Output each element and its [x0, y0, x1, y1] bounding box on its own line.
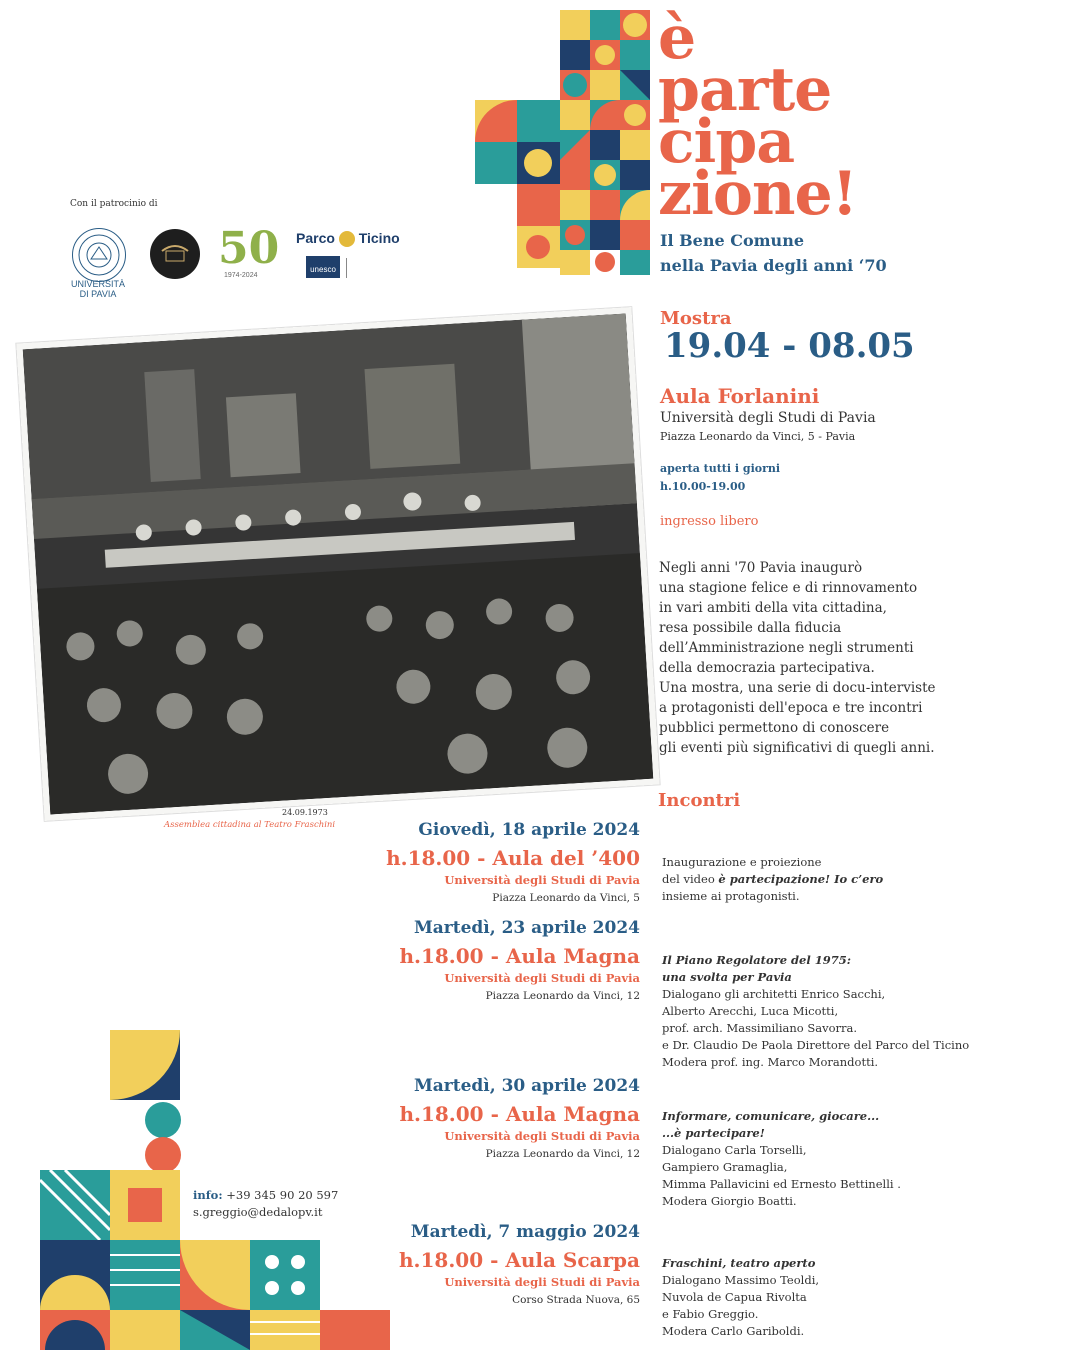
exhibition-hours-2: h.10.00-19.00	[660, 480, 746, 493]
mosaic-bottom-icon	[35, 1030, 395, 1350]
teatro-fraschini-icon	[150, 229, 200, 279]
exhibition-address: Piazza Leonardo da Vinci, 5 - Pavia	[660, 430, 856, 443]
event-4-date: Martedì, 7 maggio 2024	[410, 1222, 640, 1242]
event-4-description: Fraschini, teatro aperto Dialogano Massimo Teoldi, Nuvola de Capua Rivolta e Fabio Greggio. Modera Carlo Gariboldi.	[662, 1256, 820, 1338]
event-2-date: Martedì, 23 aprile 2024	[413, 918, 640, 938]
subtitle-line-1: Il Bene Comune	[660, 231, 804, 250]
event-3-time: h.18.00 - Aula Magna	[399, 1102, 640, 1126]
event-2-address: Piazza Leonardo da Vinci, 12	[485, 990, 640, 1002]
fifty-years-icon: 50 1974-2024	[218, 223, 280, 279]
parco-ticino-icon	[339, 231, 355, 247]
event-1-venue: Università degli Studi di Pavia	[444, 873, 640, 887]
exhibition-venue: Aula Forlanini	[660, 384, 820, 408]
unesco-mab-icon	[346, 258, 399, 278]
contact-phone[interactable]: +39 345 90 20 597	[226, 1188, 339, 1202]
exhibition-dates: 19.04 - 08.05	[664, 326, 915, 366]
event-1-description: Inaugurazione e proiezione del video è partecipazione! Io c’ero insieme ai protagonisti.	[662, 855, 884, 903]
title-line-2: parte	[658, 55, 832, 125]
exhibition-hours-1: aperta tutti i giorni	[660, 462, 781, 475]
event-3-venue: Università degli Studi di Pavia	[444, 1129, 640, 1143]
event-2-description: Il Piano Regolatore del 1975: una svolta per Pavia Dialogano gli architetti Enrico Sacchi, Alberto Arecchi, Luca Micotti, prof. arch. Massimiliano Savorra. e Dr. Claudio De Paola Direttore del Parco del Ticino Modera prof. ing. Marco Morandotti.	[662, 953, 970, 1069]
title-line-3: cipa	[658, 107, 795, 177]
event-2-time: h.18.00 - Aula Magna	[399, 944, 640, 968]
mosaic-top-left-icon	[475, 100, 560, 275]
university-seal-icon	[72, 228, 126, 282]
university-logo-text: UNIVERSITÀ DI PAVIA	[70, 279, 125, 299]
title-line-1: è	[658, 3, 696, 73]
event-3-address: Piazza Leonardo da Vinci, 12	[485, 1148, 640, 1160]
event-1-date: Giovedì, 18 aprile 2024	[418, 820, 640, 840]
event-4-time: h.18.00 - Aula Scarpa	[399, 1248, 640, 1272]
event-4-address: Corso Strada Nuova, 65	[512, 1294, 640, 1306]
event-1-time: h.18.00 - Aula del ’400	[386, 846, 640, 870]
unesco-logo: unesco	[306, 256, 340, 278]
mosaic-top-icon	[560, 10, 655, 275]
photo-caption: Assemblea cittadina al Teatro Fraschini	[164, 820, 336, 830]
incontri-heading: Incontri	[658, 790, 741, 811]
event-3-date: Martedì, 30 aprile 2024	[413, 1076, 640, 1096]
title-line-4: zione!	[658, 159, 858, 229]
historic-photo	[16, 307, 659, 821]
intro-paragraph: Negli anni '70 Pavia inaugurò una stagione felice e di rinnovamento in vari ambiti della vita cittadina, resa possibile dalla fiducia dell’Amministrazione negli strumenti della democrazia partecipativa. Una mostra, una serie di docu-interviste a protagonisti dell'epoca e tre incontri pubblici permettono di conoscere gli eventi più significativi di quegli anni.	[659, 560, 936, 756]
event-4-venue: Università degli Studi di Pavia	[444, 1275, 640, 1289]
event-2-venue: Università degli Studi di Pavia	[444, 971, 640, 985]
contact-email[interactable]: s.greggio@dedalopv.it	[193, 1205, 323, 1219]
subtitle-line-2: nella Pavia degli anni ‘70	[660, 256, 887, 275]
exhibition-entry: ingresso libero	[660, 514, 759, 529]
photo-date: 24.09.1973	[282, 808, 328, 817]
patronage-label: Con il patrocinio di	[70, 199, 158, 209]
event-3-description: Informare, comunicare, giocare... ...è partecipare! Dialogano Carla Torselli, Gampiero Gramaglia, Mimma Pallavicini ed Ernesto Bettinelli . Modera Giorgio Boatti.	[662, 1109, 901, 1208]
contact-info: info: +39 345 90 20 597	[193, 1188, 339, 1202]
event-1-address: Piazza Leonardo da Vinci, 5	[492, 892, 640, 904]
exhibition-label: Mostra	[660, 308, 732, 329]
exhibition-institution: Università degli Studi di Pavia	[660, 410, 876, 426]
parco-ticino-logo: Parco Ticino	[296, 230, 400, 246]
